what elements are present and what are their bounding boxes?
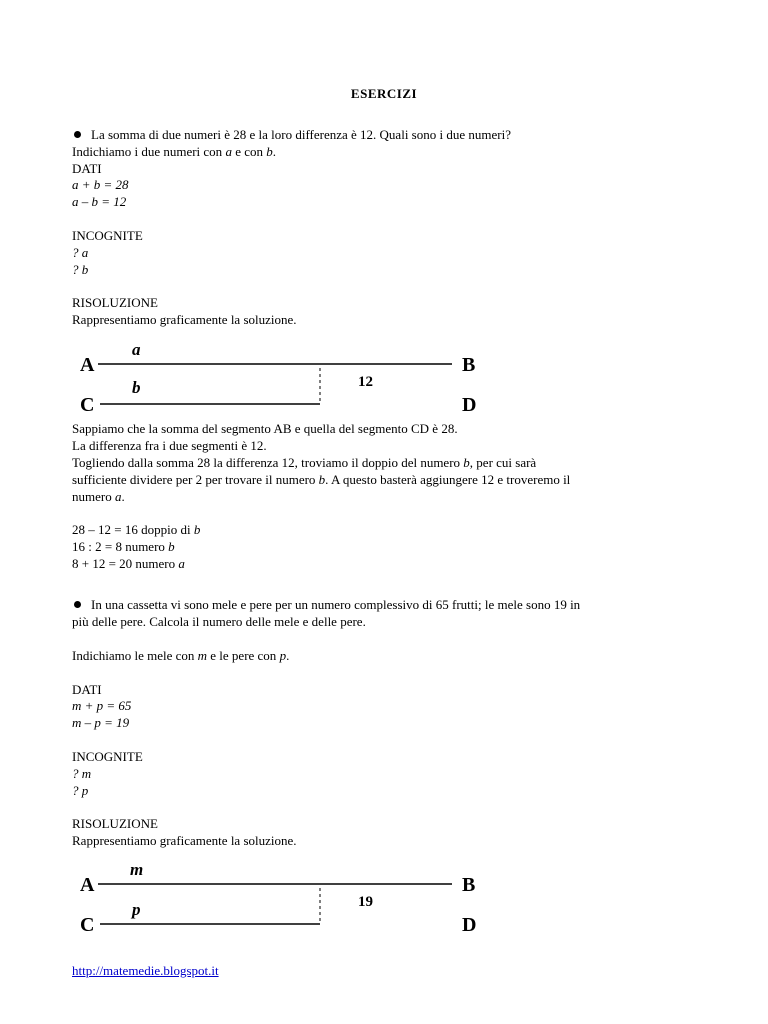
label-a: A xyxy=(80,354,95,376)
label-c: C xyxy=(80,914,95,934)
label-c: C xyxy=(80,394,95,414)
ex2-question: più delle pere. Calcola il numero delle mele e delle pere. xyxy=(72,614,366,629)
label-d: D xyxy=(462,914,477,934)
ex1-intro: Indichiamo i due numeri con a e con b. xyxy=(72,144,276,159)
segment-diagram-svg xyxy=(78,340,498,414)
var-bottom: p xyxy=(132,900,141,919)
ex1-risoluzione-heading: RISOLUZIONE xyxy=(72,295,158,310)
ex1-expl-line: Sappiamo che la somma del segmento AB e quella del segmento CD è 28. xyxy=(72,421,458,436)
difference-label: 12 xyxy=(358,374,373,390)
ex2-risoluzione-heading: RISOLUZIONE xyxy=(72,816,158,831)
ex1-incognite-heading: INCOGNITE xyxy=(72,228,143,243)
label-d: D xyxy=(462,394,477,414)
ex1-dati-heading: DATI xyxy=(72,161,102,176)
ex2-incognita: ? m xyxy=(72,766,92,781)
page-title: ESERCIZI xyxy=(350,86,418,101)
ex2-incognita: ? p xyxy=(72,783,89,798)
var-bottom: b xyxy=(132,378,141,397)
ex1-expl-line: numero a. xyxy=(72,489,125,504)
ex1-calc-line: 8 + 12 = 20 numero a xyxy=(72,556,185,571)
ex2-risoluzione-intro: Rappresentiamo graficamente la soluzione. xyxy=(72,833,297,848)
bullet-icon xyxy=(74,131,81,138)
ex1-expl-line: sufficiente dividere per 2 per trovare il numero b. A questo basterà aggiungere 12 e troveremo il xyxy=(72,472,571,487)
bullet-icon xyxy=(74,601,81,608)
ex1-dati-line: a – b = 12 xyxy=(72,194,127,209)
ex2-incognite-heading: INCOGNITE xyxy=(72,749,143,764)
label-b: B xyxy=(462,354,476,376)
ex1-expl-line: Togliendo dalla somma 28 la differenza 12, troviamo il doppio del numero b, per cui sarà xyxy=(72,455,537,470)
label-b: B xyxy=(462,874,476,896)
ex1-risoluzione-intro: Rappresentiamo graficamente la soluzione. xyxy=(72,312,297,327)
label-a: A xyxy=(80,874,95,896)
ex1-dati-line: a + b = 28 xyxy=(72,177,129,192)
ex1-incognita: ? b xyxy=(72,262,89,277)
ex1-calc-line: 16 : 2 = 8 numero b xyxy=(72,539,175,554)
var-top: m xyxy=(130,860,144,879)
segment-diagram xyxy=(78,340,498,414)
ex2-dati-line: m – p = 19 xyxy=(72,715,130,730)
ex1-question: La somma di due numeri è 28 e la loro differenza è 12. Quali sono i due numeri? xyxy=(91,127,511,142)
footer-link[interactable]: http://matemedie.blogspot.it xyxy=(72,963,219,978)
ex2-dati-heading: DATI xyxy=(72,682,102,697)
ex1-incognita: ? a xyxy=(72,245,89,260)
segment-diagram xyxy=(78,860,498,934)
segment-diagram-svg xyxy=(78,860,498,934)
ex1-calc-line: 28 – 12 = 16 doppio di b xyxy=(72,522,201,537)
var-top: a xyxy=(132,340,141,359)
ex2-dati-line: m + p = 65 xyxy=(72,698,132,713)
ex2-question: In una cassetta vi sono mele e pere per un numero complessivo di 65 frutti; le mele sono 19 in xyxy=(91,597,581,612)
ex1-expl-line: La differenza fra i due segmenti è 12. xyxy=(72,438,267,453)
ex2-intro: Indichiamo le mele con m e le pere con p. xyxy=(72,648,290,663)
difference-label: 19 xyxy=(358,894,373,910)
